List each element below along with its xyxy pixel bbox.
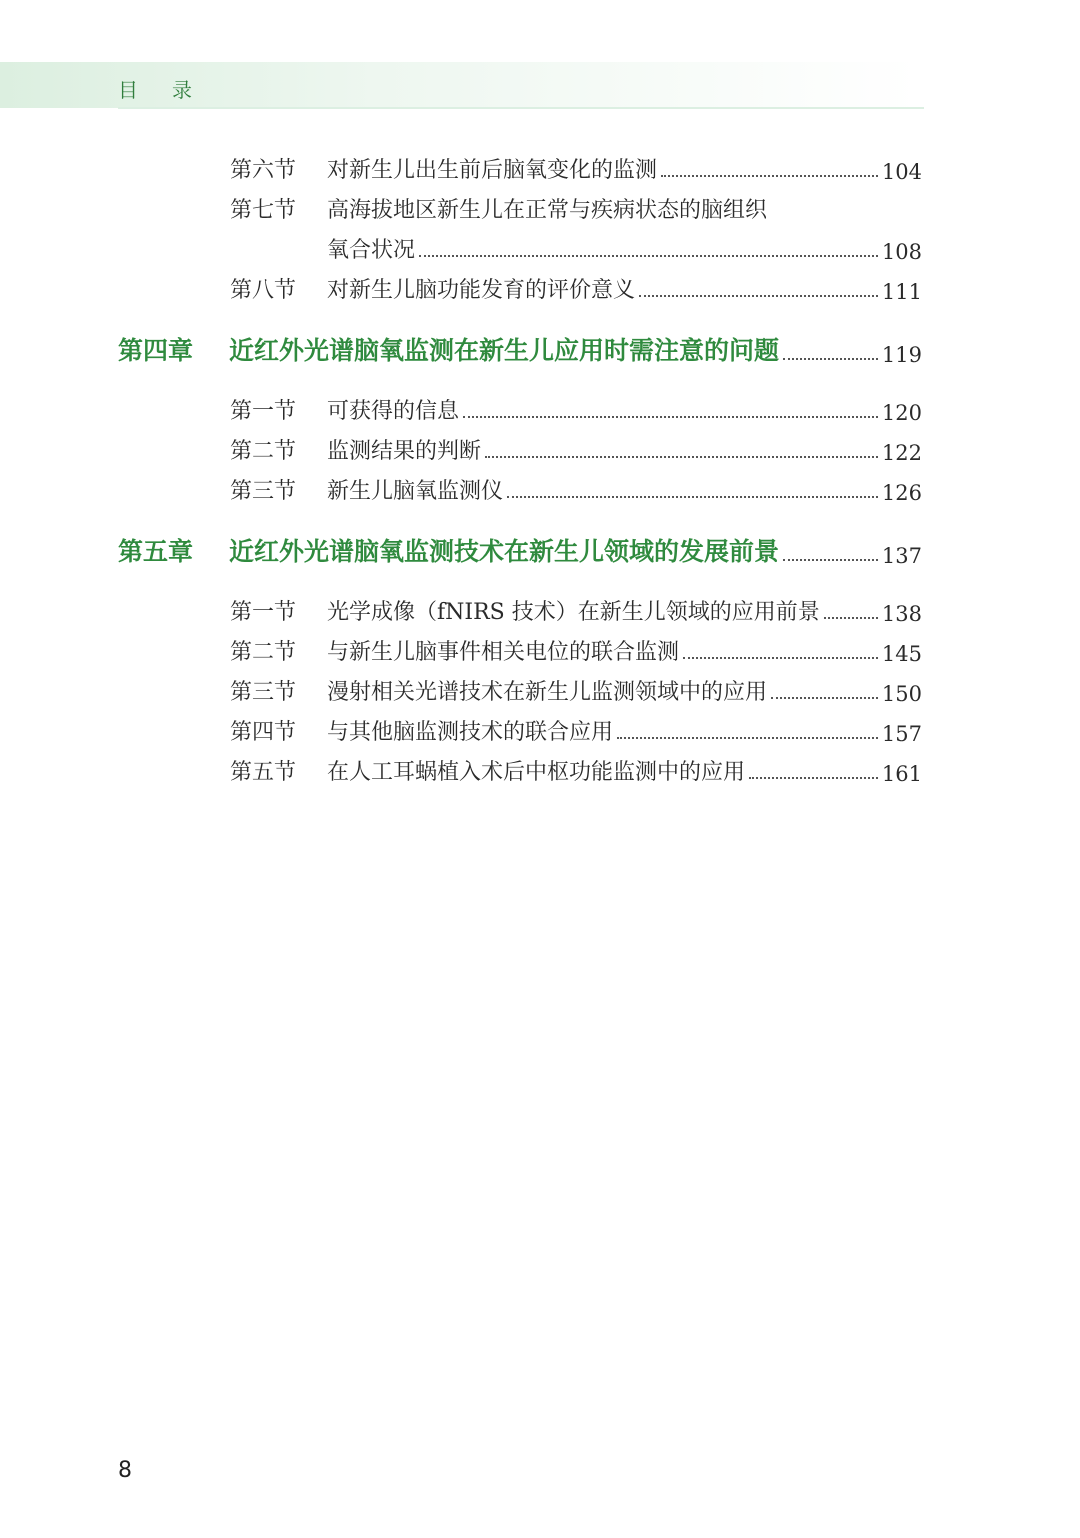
- section-title: 对新生儿脑功能发育的评价意义: [327, 278, 636, 303]
- page-ref: 145: [881, 642, 922, 666]
- page-ref: 108: [881, 240, 922, 264]
- header-divider: [118, 107, 924, 109]
- page-ref: 161: [881, 762, 922, 786]
- toc-entry-section[interactable]: [230, 676, 922, 706]
- page-ref: 122: [881, 441, 922, 465]
- chapter-title: 近红外光谱脑氧监测技术在新生儿领域的发展前景: [229, 537, 780, 566]
- page-ref: 120: [881, 401, 922, 425]
- toc-entry-section[interactable]: [230, 756, 922, 786]
- toc-entry-section[interactable]: [230, 435, 922, 465]
- section-number: 第八节: [230, 278, 297, 303]
- chapter-title: 近红外光谱脑氧监测在新生儿应用时需注意的问题: [229, 336, 780, 365]
- dot-leader: [683, 657, 878, 659]
- section-title: 新生儿脑氧监测仪: [327, 479, 504, 504]
- section-number: 第一节: [230, 399, 297, 424]
- section-number: 第二节: [230, 439, 297, 464]
- toc-entry-section[interactable]: [230, 475, 922, 505]
- running-header-title: 目录: [118, 78, 226, 102]
- section-number: 第四节: [230, 720, 297, 745]
- toc-entry-section[interactable]: [230, 716, 922, 746]
- page-ref: 104: [881, 160, 922, 184]
- toc-entry-section[interactable]: [230, 154, 922, 184]
- page-ref: 126: [881, 481, 922, 505]
- chapter-number: 第五章: [118, 537, 194, 566]
- section-title: 对新生儿出生前后脑氧变化的监测: [327, 158, 658, 183]
- section-title: 在人工耳蜗植入术后中枢功能监测中的应用: [327, 760, 746, 785]
- dot-leader: [463, 416, 878, 418]
- toc-entry-chapter[interactable]: [118, 333, 922, 367]
- dot-leader: [661, 175, 878, 177]
- dot-leader: [824, 617, 878, 619]
- chapter-number: 第四章: [118, 336, 194, 365]
- section-title: 漫射相关光谱技术在新生儿监测领域中的应用: [327, 680, 768, 705]
- toc-entry-continuation[interactable]: [327, 234, 922, 264]
- section-title: 高海拔地区新生儿在正常与疾病状态的脑组织: [327, 198, 768, 223]
- section-title-continuation: 氧合状况: [327, 238, 416, 263]
- section-number: 第一节: [230, 600, 297, 625]
- toc-entry-section[interactable]: [230, 194, 922, 224]
- section-title: 光学成像（fNIRS 技术）在新生儿领域的应用前景: [327, 600, 820, 625]
- dot-leader: [771, 697, 878, 699]
- dot-leader: [783, 559, 878, 561]
- toc-entry-chapter[interactable]: [118, 534, 922, 568]
- page-ref: 137: [881, 544, 922, 568]
- page-ref: 111: [881, 280, 922, 304]
- page-ref: 138: [881, 602, 922, 626]
- section-title: 与其他脑监测技术的联合应用: [327, 720, 614, 745]
- toc-entry-section[interactable]: [230, 636, 922, 666]
- section-number: 第六节: [230, 158, 297, 183]
- section-title: 可获得的信息: [327, 399, 460, 424]
- toc-entry-section[interactable]: [230, 274, 922, 304]
- section-number: 第三节: [230, 680, 297, 705]
- page-ref: 157: [881, 722, 922, 746]
- section-number: 第二节: [230, 640, 297, 665]
- section-number: 第七节: [230, 198, 297, 223]
- dot-leader: [783, 358, 878, 360]
- dot-leader: [485, 456, 878, 458]
- dot-leader: [419, 255, 878, 257]
- toc-entry-section[interactable]: [230, 395, 922, 425]
- dot-leader: [639, 295, 878, 297]
- page-number: 8: [118, 1458, 132, 1483]
- toc-entry-section[interactable]: [230, 596, 922, 626]
- page-ref: 119: [881, 343, 922, 367]
- section-title: 监测结果的判断: [327, 439, 482, 464]
- dot-leader: [749, 777, 878, 779]
- page-ref: 150: [881, 682, 922, 706]
- section-title: 与新生儿脑事件相关电位的联合监测: [327, 640, 680, 665]
- dot-leader: [507, 496, 878, 498]
- section-number: 第三节: [230, 479, 297, 504]
- section-number: 第五节: [230, 760, 297, 785]
- dot-leader: [617, 737, 878, 739]
